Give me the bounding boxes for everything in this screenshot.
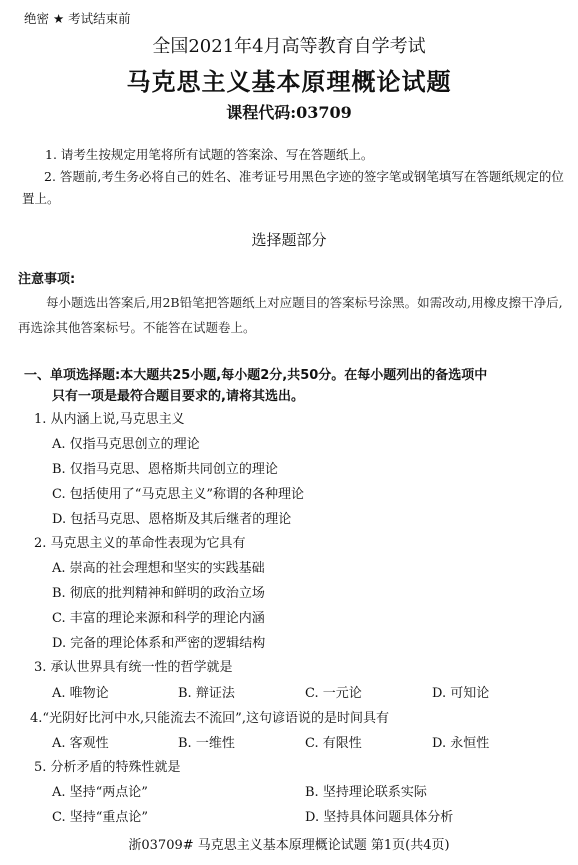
question-1-option-b: B. 仅指马克思、恩格斯共同创立的理论	[52, 462, 278, 477]
question-3-stem: 3. 承认世界具有统一性的哲学就是	[34, 660, 233, 675]
paper-title: 马克思主义基本原理概论试题	[126, 67, 452, 96]
question-4-stem: 4.“光阴好比河中水,只能流去不流回”,这句谚语说的是时间具有	[30, 711, 389, 726]
page-footer: 浙03709# 马克思主义基本原理概论试题 第1页(共4页)	[128, 838, 450, 853]
instruction-1: 1. 请考生按规定用笔将所有试题的答案涂、写在答题纸上。	[45, 147, 374, 162]
notice-heading: 注意事项:	[18, 272, 76, 287]
question-2-option-a: A. 崇高的社会理想和坚实的实践基础	[52, 561, 265, 576]
question-2-option-c: C. 丰富的理论来源和科学的理论内涵	[52, 611, 265, 626]
question-2-stem: 2. 马克思主义的革命性表现为它具有	[34, 536, 246, 551]
question-3-option-b: B. 辩证法	[178, 686, 235, 701]
question-4-option-a: A. 客观性	[52, 736, 109, 751]
exam-title: 全国2021年4月高等教育自学考试	[152, 36, 426, 57]
part-heading	[24, 365, 569, 407]
question-1-stem: 1. 从内涵上说,马克思主义	[34, 412, 185, 427]
question-5-option-d: D. 坚持具体问题具体分析	[305, 810, 454, 825]
question-5-option-b: B. 坚持理论联系实际	[305, 785, 427, 800]
question-5-option-c: C. 坚持“重点论”	[52, 810, 149, 825]
question-3-option-c: C. 一元论	[305, 686, 362, 701]
instruction-2: 2. 答题前,考生务必将自己的姓名、准考证号用黑色字迹的签字笔或钢笔填写在答题纸规定的位置上。	[22, 169, 564, 206]
part-heading-line1: 一、单项选择题:本大题共25小题,每小题2分,共50分。在每小题列出的备选项中	[24, 368, 488, 383]
question-3-option-d: D. 可知论	[432, 686, 490, 701]
part-heading-line2: 只有一项是最符合题目要求的,请将其选出。	[52, 389, 304, 404]
question-1-option-c: C. 包括使用了“马克思主义”称谓的各种理论	[52, 487, 305, 502]
question-2-option-d: D. 完备的理论体系和严密的逻辑结构	[52, 636, 266, 651]
section-title: 选择题部分	[251, 231, 327, 249]
question-5-stem: 5. 分析矛盾的特殊性就是	[34, 760, 181, 775]
question-1-option-a: A. 仅指马克思创立的理论	[52, 437, 200, 452]
course-code: 课程代码:03709	[226, 103, 352, 122]
question-5-option-a: A. 坚持“两点论”	[52, 785, 148, 800]
confidential-label: 绝密 ★ 考试结束前	[24, 11, 131, 26]
question-4-option-b: B. 一维性	[178, 736, 235, 751]
question-4-option-c: C. 有限性	[305, 736, 362, 751]
question-2-option-b: B. 彻底的批判精神和鲜明的政治立场	[52, 586, 265, 601]
question-4-option-d: D. 永恒性	[432, 736, 490, 751]
question-1-option-d: D. 包括马克思、恩格斯及其后继者的理论	[52, 512, 292, 527]
question-3-option-a: A. 唯物论	[52, 686, 109, 701]
notice-body: 每小题选出答案后,用2B铅笔把答题纸上对应题目的答案标号涂黑。如需改动,用橡皮擦干净后,再选涂其他答案标号。不能答在试题卷上。	[18, 295, 563, 335]
